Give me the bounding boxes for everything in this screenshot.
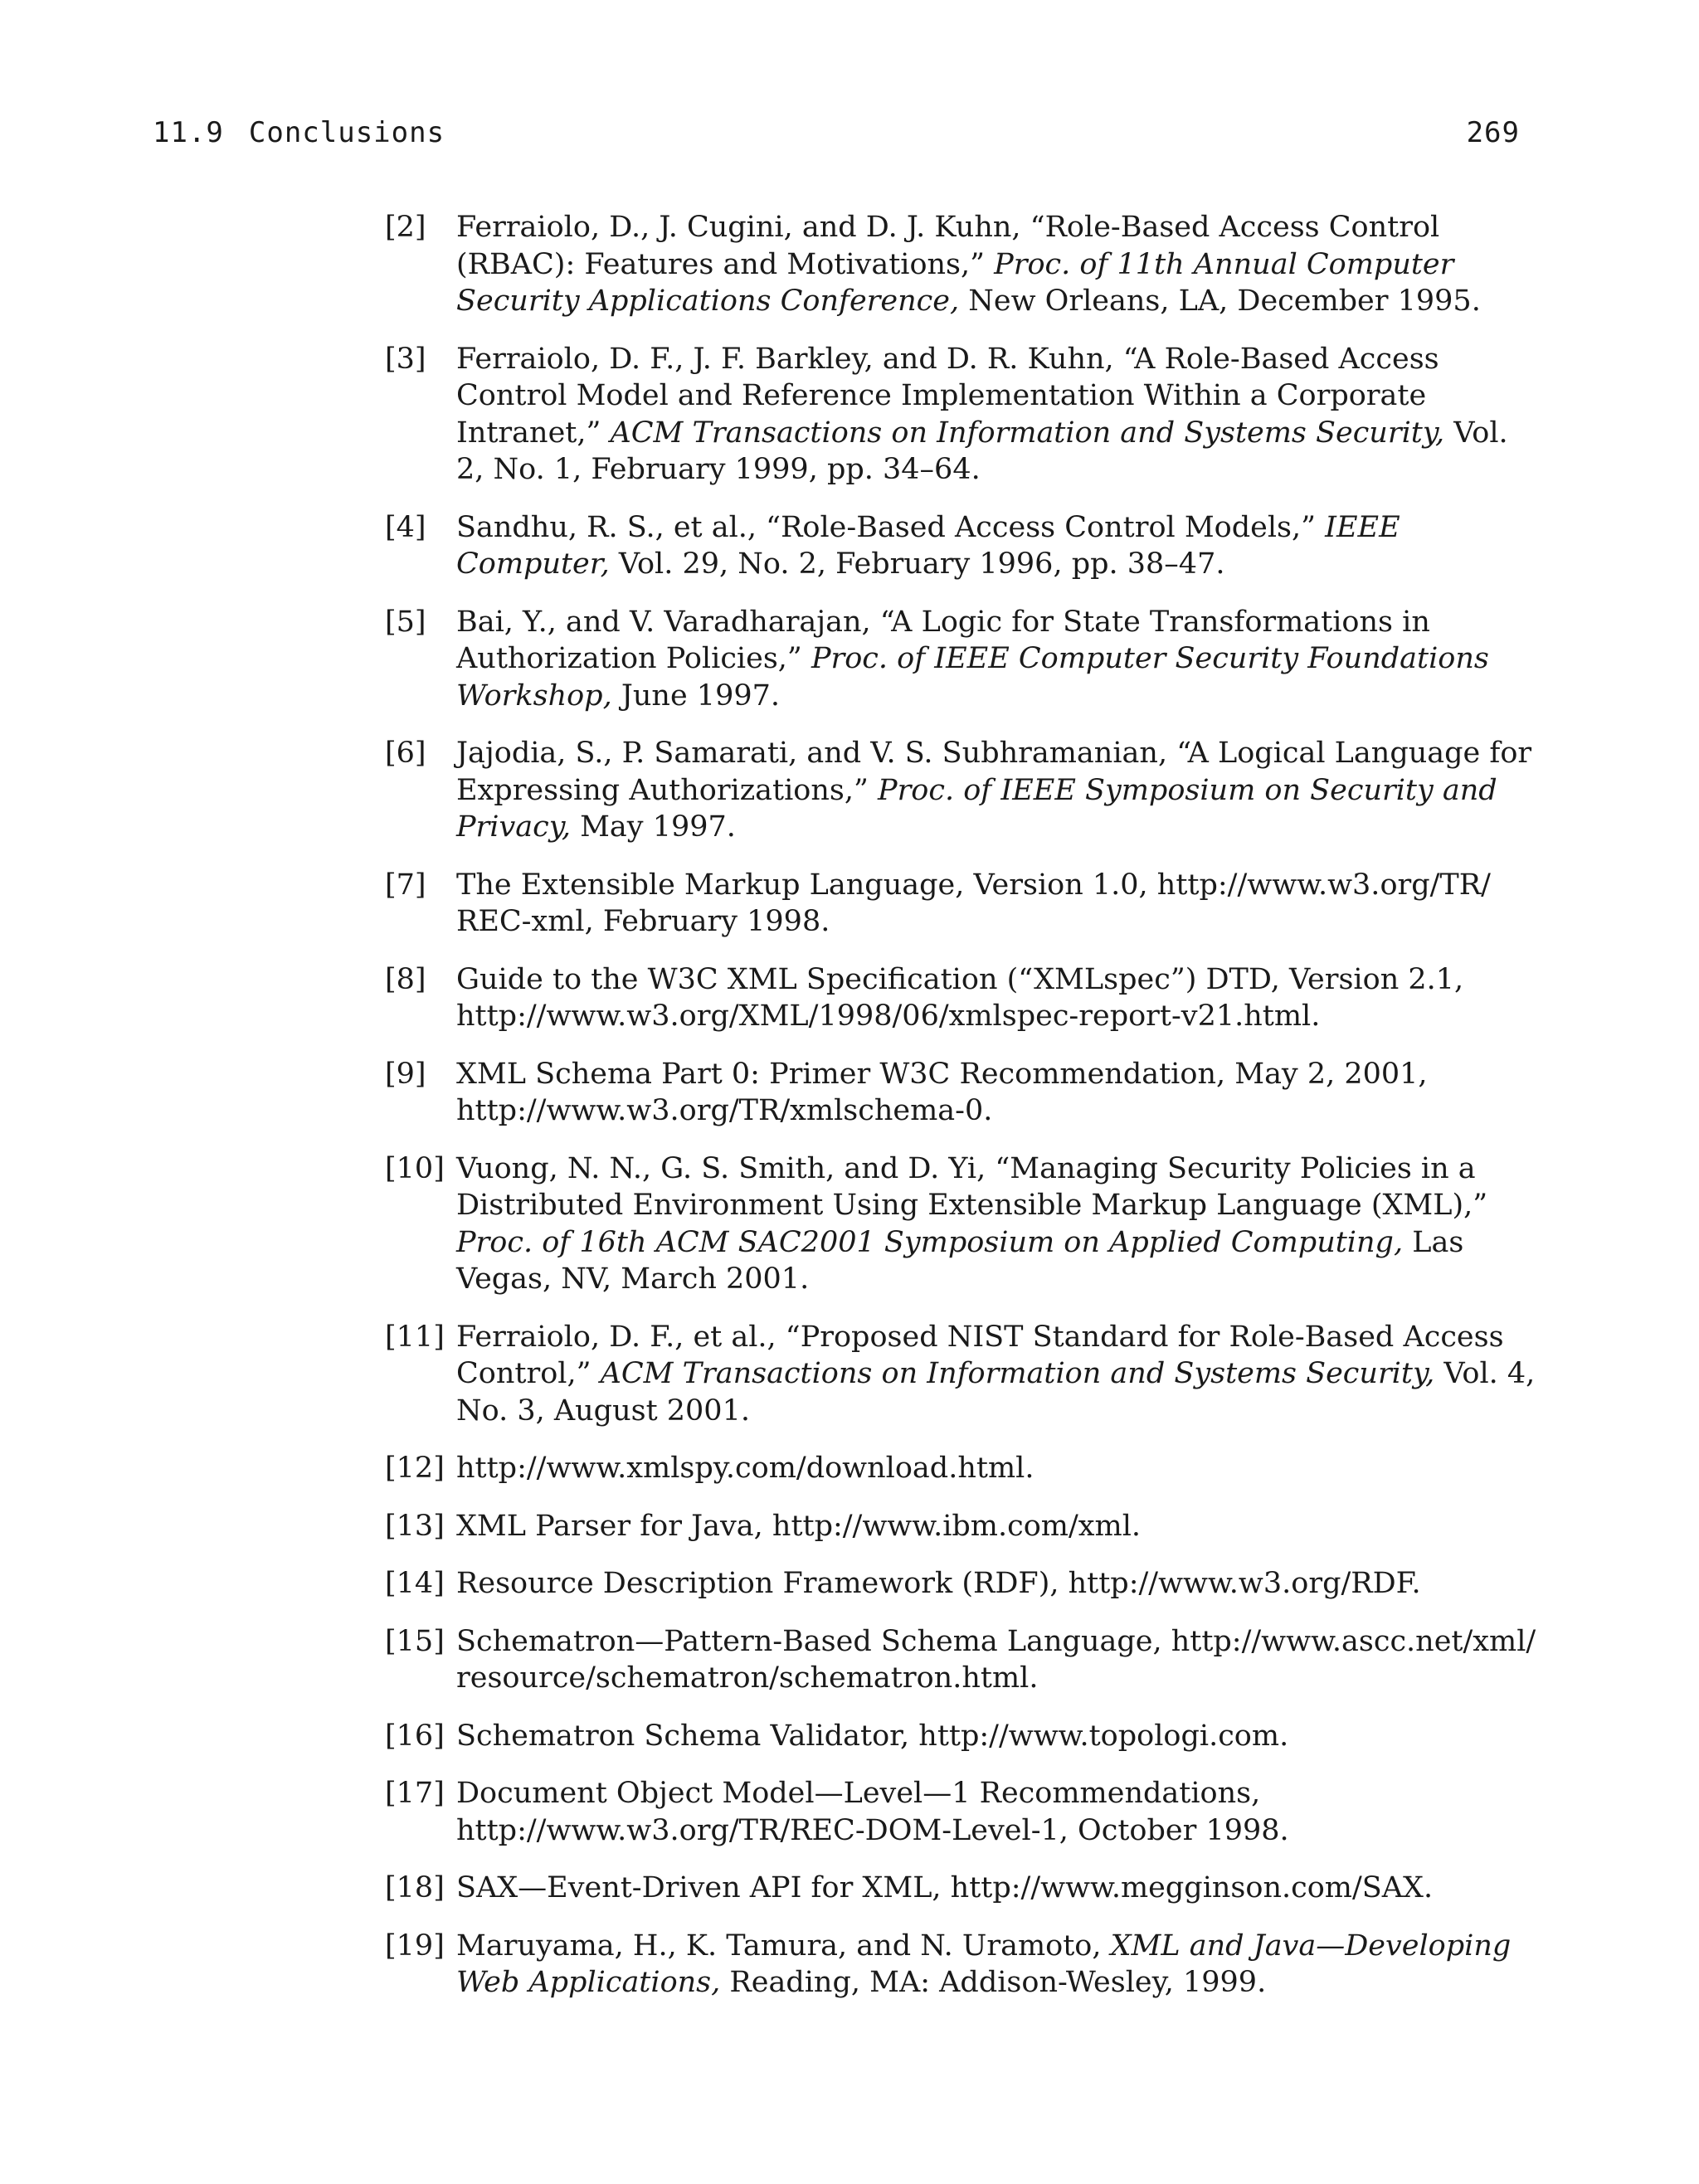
reference-number: [16] xyxy=(385,1719,445,1753)
reference-text-segment: Ferraiolo, D., J. Cugini, and D. J. Kuhn, “Role-Based Access Control (RBAC): Features and Motivations,” xyxy=(456,211,1440,281)
reference-text-segment: SAX—Event-Driven API for XML, http://www.megginson.com/SAX. xyxy=(456,1871,1434,1904)
reference-text-segment: Vuong, N. N., G. S. Smith, and D. Yi, “Managing Security Policies in a Distributed Environment Using Extensible Markup Language (XML),” xyxy=(456,1151,1488,1222)
reference-item xyxy=(385,1319,1538,1430)
reference-text xyxy=(456,511,1400,581)
reference-number: [19] xyxy=(385,1929,445,1963)
reference-text xyxy=(456,1321,1535,1428)
reference-item xyxy=(385,1928,1538,2002)
reference-source-title: XML and Java—Developing Web Applications, xyxy=(456,1929,1512,1999)
reference-number: [17] xyxy=(385,1777,445,1810)
reference-text xyxy=(456,1719,1288,1753)
reference-text-segment: Guide to the W3C XML Specification (“XMLspec”) DTD, Version 2.1, http://www.w3.org/XML/1998/06/xmlspec-report-v21.html. xyxy=(456,962,1464,1033)
reference-source-title: Proc. of IEEE Computer Security Foundations Workshop, xyxy=(456,642,1489,713)
reference-number: [7] xyxy=(385,868,426,902)
section-number: 11.9 xyxy=(153,116,224,149)
reference-text-segment: Ferraiolo, D. F., et al., “Proposed NIST Standard for Role-Based Access Control,” xyxy=(456,1320,1504,1390)
reference-source-title: ACM Transactions on Information and Systems Security, xyxy=(610,416,1445,450)
reference-text-segment: XML Schema Part 0: Primer W3C Recommendation, May 2, 2001, http://www.w3.org/TR/xmlschema-0. xyxy=(456,1057,1428,1127)
reference-number: [11] xyxy=(385,1320,445,1354)
reference-source-title: ACM Transactions on Information and Systems Security, xyxy=(600,1357,1435,1390)
reference-item xyxy=(385,1718,1538,1755)
reference-number: [9] xyxy=(385,1057,426,1091)
reference-item xyxy=(385,1056,1538,1130)
reference-text-segment: Schematron Schema Validator, http://www.topologi.com. xyxy=(456,1719,1289,1753)
reference-list xyxy=(385,209,1538,2022)
reference-text xyxy=(456,606,1489,713)
reference-number: [18] xyxy=(385,1871,445,1904)
reference-text-segment: New Orleans, LA, December 1995. xyxy=(959,285,1481,318)
reference-text-segment: June 1997. xyxy=(611,679,780,713)
reference-number: [12] xyxy=(385,1452,445,1485)
reference-item xyxy=(385,209,1538,320)
reference-text xyxy=(456,1510,1141,1543)
reference-item xyxy=(385,1508,1538,1545)
page-number: 269 xyxy=(1466,116,1520,149)
reference-number: [5] xyxy=(385,605,426,639)
reference-source-title: IEEE Computer, xyxy=(456,510,1400,581)
reference-item xyxy=(385,961,1538,1035)
reference-number: [2] xyxy=(385,211,426,244)
reference-number: [15] xyxy=(385,1624,445,1658)
reference-item xyxy=(385,735,1538,846)
reference-text xyxy=(456,1625,1536,1695)
reference-text-segment: http://www.xmlspy.com/download.html. xyxy=(456,1452,1034,1485)
reference-item xyxy=(385,341,1538,489)
reference-item xyxy=(385,604,1538,715)
reference-source-title: Proc. of 16th ACM SAC2001 Symposium on Applied Computing, xyxy=(456,1225,1404,1259)
reference-text xyxy=(456,1567,1421,1600)
reference-text xyxy=(456,1777,1289,1847)
reference-text xyxy=(456,1452,1034,1485)
reference-text-segment: Maruyama, H., K. Tamura, and N. Uramoto, xyxy=(456,1929,1111,1963)
reference-item xyxy=(385,1450,1538,1487)
reference-text-segment: Reading, MA: Addison-Wesley, 1999. xyxy=(720,1966,1267,1999)
reference-number: [10] xyxy=(385,1151,445,1185)
reference-text-segment: Vol. 29, No. 2, February 1996, pp. 38–47. xyxy=(609,547,1225,581)
reference-item xyxy=(385,1565,1538,1603)
reference-number: [13] xyxy=(385,1509,445,1543)
reference-text-segment: Las Vegas, NV, March 2001. xyxy=(456,1225,1464,1296)
reference-text-segment: Resource Description Framework (RDF), http://www.w3.org/RDF. xyxy=(456,1567,1421,1600)
reference-text-segment: Ferraiolo, D. F., J. F. Barkley, and D. R. Kuhn, “A Role-Based Access Control Model and Reference Implementation Within a Corporate Intranet,” xyxy=(456,342,1439,450)
reference-item xyxy=(385,509,1538,583)
reference-text-segment: Jajodia, S., P. Samarati, and V. S. Subhramanian, “A Logical Language for Expressing Authorizations,” xyxy=(456,737,1532,807)
reference-text xyxy=(456,1871,1433,1904)
reference-number: [14] xyxy=(385,1567,445,1600)
reference-text-segment: The Extensible Markup Language, Version 1.0, http://www.w3.org/TR/​REC-xml, February 1998. xyxy=(456,868,1491,938)
reference-item xyxy=(385,1870,1538,1907)
section-title: Conclusions xyxy=(248,116,445,149)
reference-text-segment: XML Parser for Java, http://www.ibm.com/xml. xyxy=(456,1509,1142,1543)
reference-text-segment: Bai, Y., and V. Varadharajan, “A Logic for State Transformations in Authorization Policies,” xyxy=(456,605,1430,675)
reference-text xyxy=(456,963,1463,1034)
reference-text xyxy=(456,211,1481,318)
reference-item xyxy=(385,867,1538,941)
reference-source-title: Proc. of 11th Annual Computer Security Applications Conference, xyxy=(456,247,1454,318)
reference-text-segment: Document Object Model—Level—1 Recommendations, http://www.w3.org/​TR/REC-DOM-Level-1, October 1998. xyxy=(456,1777,1289,1847)
reference-number: [8] xyxy=(385,962,426,996)
reference-number: [3] xyxy=(385,342,426,376)
reference-item xyxy=(385,1623,1538,1697)
reference-text-segment: Schematron—Pattern-Based Schema Language, http://www.ascc.net/xml/​resource/schematron/schematron.html. xyxy=(456,1624,1536,1695)
reference-text-segment: Vol. 4, No. 3, August 2001. xyxy=(456,1357,1536,1428)
reference-text xyxy=(456,1058,1428,1128)
reference-text-segment: Sandhu, R. S., et al., “Role-Based Access Control Models,” xyxy=(456,510,1326,544)
reference-text-segment: Vol. 2, No. 1, February 1999, pp. 34–64. xyxy=(456,416,1508,486)
reference-item xyxy=(385,1775,1538,1849)
reference-text xyxy=(456,737,1531,844)
running-head xyxy=(153,116,1520,156)
reference-text xyxy=(456,1929,1511,2000)
reference-text xyxy=(456,1152,1487,1296)
reference-item xyxy=(385,1150,1538,1298)
reference-text xyxy=(456,343,1508,487)
reference-number: [6] xyxy=(385,737,426,770)
reference-source-title: Proc. of IEEE Symposium on Security and Privacy, xyxy=(456,773,1497,844)
reference-text-segment: May 1997. xyxy=(570,810,736,844)
reference-number: [4] xyxy=(385,510,426,544)
reference-text xyxy=(456,868,1491,939)
section-heading xyxy=(153,116,445,149)
